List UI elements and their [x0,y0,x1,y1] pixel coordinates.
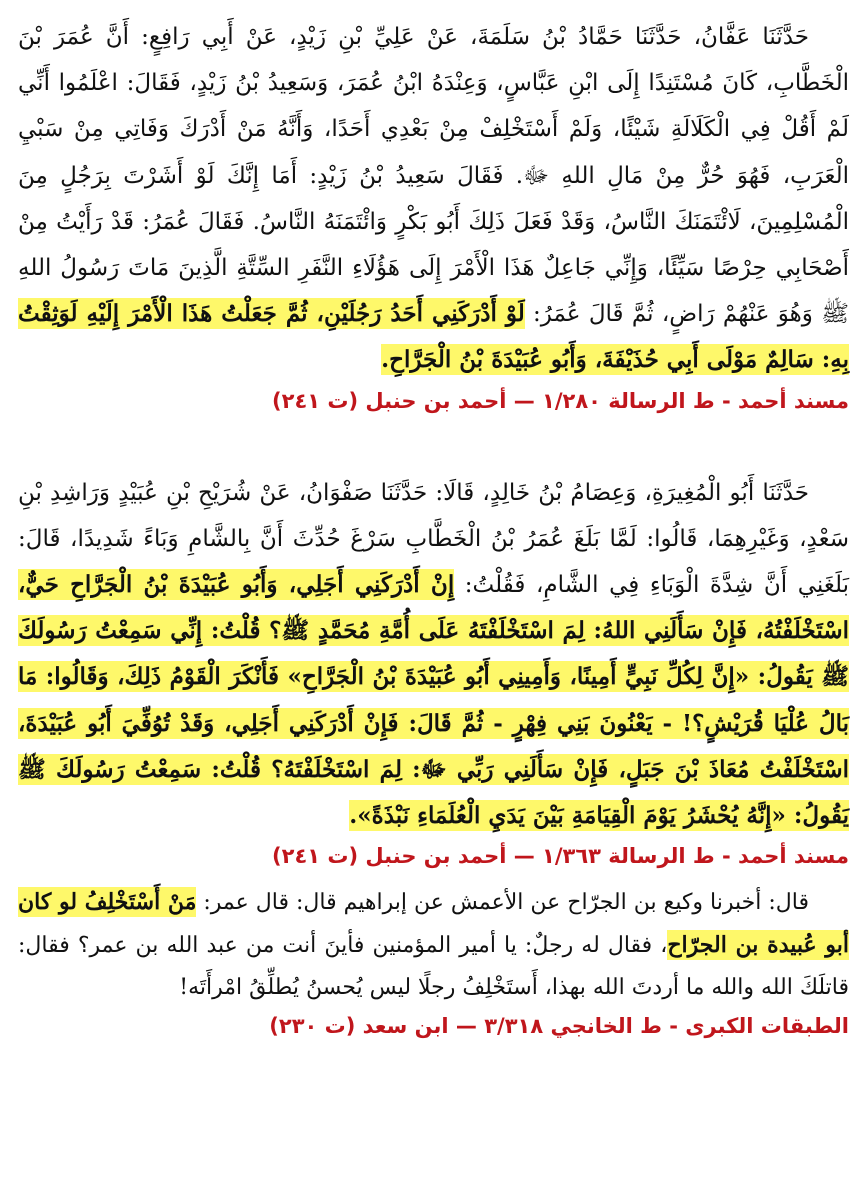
hadith-text-1 [18,14,849,384]
source-citation-3: الطبقات الكبرى - ط الخانجي ٣/٣١٨ — ابن سعد (ت ٢٣٠) [269,1014,849,1039]
hadith-1-highlight: لَوْ أَدْرَكَنِي أَحَدُ رَجُلَيْنِ، ثُمَّ جَعَلْتُ هَذَا الْأَمْرَ إِلَيْهِ لَوَثِقْتُ بِهِ: سَالِمٌ مَوْلَى أَبِي حُذَيْفَةَ، وَأَبُو عُبَيْدَةَ بْنُ الْجَرَّاحِ. [18,300,849,374]
hadith-3-continuation: ، فقال له رجلٌ: يا أمير المؤمنين فأينَ أنت من عبد الله بن عمر؟ فقال: قاتلَكَ الله والله ما أردتَ الله بهذا، أَستَخْلِفُ رجلًا ليس يُحسنُ يُطلِّقُ امْرأَتَه! [18,933,849,1001]
source-citation-1: مسند أحمد - ط الرسالة ١/٢٨٠ — أحمد بن حنبل (ت ٢٤١) [272,388,849,413]
hadith-3-narration: قال: أخبرنا وكيع بن الجرّاح عن الأعمش عن إبراهيم قال: قال عمر: [196,890,809,916]
hadith-1-narration: حَدَّثَنَا عَفَّانُ، حَدَّثَنَا حَمَّادُ بْنُ سَلَمَةَ، عَنْ عَلِيِّ بْنِ زَيْدٍ، عَنْ أَبِي رَافِعٍ: أَنَّ عُمَرَ بْنَ الْخَطَّابِ، كَانَ مُسْتَنِدًا إِلَى ابْنِ عَبَّاسٍ، وَعِنْدَهُ ابْنُ عُمَرَ، وَسَعِيدُ بْنُ زَيْدٍ، فَقَالَ: اعْلَمُوا أَنِّي لَمْ أَقُلْ فِي الْكَلَالَةِ شَيْئًا، وَلَمْ أَسْتَخْلِفْ مِنْ بَعْدِي أَحَدًا، وَأَنَّهُ مَنْ أَدْرَكَ وَفَاتِي مِنْ سَبْيِ الْعَرَبِ، فَهُوَ حُرٌّ مِنْ مَالِ اللهِ ﷻ. فَقَالَ سَعِيدُ بْنُ زَيْدٍ: أَمَا إِنَّكَ لَوْ أَشَرْتَ بِرَجُلٍ مِنَ الْمُسْلِمِينَ، لَائْتَمَنَكَ النَّاسُ، وَقَدْ فَعَلَ ذَلِكَ أَبُو بَكْرٍ وَائْتَمَنَهُ النَّاسُ. فَقَالَ عُمَرُ: قَدْ رَأَيْتُ مِنْ أَصْحَابِي حِرْصًا سَيِّئًا، وَإِنِّي جَاعِلٌ هَذَا الْأَمْرَ إِلَى هَؤُلَاءِ النَّفَرِ السِّتَّةِ الَّذِينَ مَاتَ رَسُولُ اللهِ ﷺ وَهُوَ عَنْهُمْ رَاضٍ، ثُمَّ قَالَ عُمَرُ: [18,24,849,328]
hadith-text-2 [18,470,849,840]
hadith-2-narration: حَدَّثَنَا أَبُو الْمُغِيرَةِ، وَعِصَامُ بْنُ خَالِدٍ، قَالَا: حَدَّثَنَا صَفْوَانُ، عَنْ شُرَيْحِ بْنِ عُبَيْدٍ وَرَاشِدِ بْنِ سَعْدٍ، وَغَيْرِهِمَا، قَالُوا: لَمَّا بَلَغَ عُمَرُ بْنُ الْخَطَّابِ سَرْغَ حُدِّثَ أَنَّ بِالشَّامِ وَبَاءً شَدِيدًا، قَالَ: بَلَغَنِي أَنَّ شِدَّةَ الْوَبَاءِ فِي الشَّامِ، فَقُلْتُ: [18,479,849,599]
hadith-2-highlight: إِنْ أَدْرَكَنِي أَجَلِي، وَأَبُو عُبَيْدَةَ بْنُ الْجَرَّاحِ حَيٌّ، اسْتَخْلَفْتُهُ، فَإِنْ سَأَلَنِي اللهُ: لِمَ اسْتَخْلَفْتَهُ عَلَى أُمَّةِ مُحَمَّدٍ ﷺ؟ قُلْتُ: إِنِّي سَمِعْتُ رَسُولَكَ ﷺ يَقُولُ: «إِنَّ لِكُلِّ نَبِيٍّ أَمِينًا، وَأَمِينِي أَبُو عُبَيْدَةَ بْنُ الْجَرَّاحِ» فَأَنْكَرَ الْقَوْمُ ذَلِكَ، وَقَالُوا: مَا بَالُ عُلْيَا قُرَيْشٍ؟! - يَعْنُونَ بَنِي فِهْرٍ - ثُمَّ قَالَ: فَإِنْ أَدْرَكَنِي أَجَلِي، وَقَدْ تُوُفِّيَ أَبُو عُبَيْدَةَ، اسْتَخْلَفْتُ مُعَاذَ بْنَ جَبَلٍ، فَإِنْ سَأَلَنِي رَبِّي ﷻ: لِمَ اسْتَخْلَفْتَهُ؟ قُلْتُ: سَمِعْتُ رَسُولَكَ ﷺ يَقُولُ: «إِنَّهُ يُحْشَرُ يَوْمَ الْقِيَامَةِ بَيْنَ يَدَيِ الْعُلَمَاءِ نَبْذَةً». [18,571,849,830]
hadith-3-highlight: مَنْ أَسْتَخْلِفُ لو كان أبو عُبيدة بن الجرّاح [18,889,849,959]
hadith-text-3 [18,881,849,1009]
source-citation-2: مسند أحمد - ط الرسالة ١/٣٦٣ — أحمد بن حنبل (ت ٢٤١) [272,844,849,869]
